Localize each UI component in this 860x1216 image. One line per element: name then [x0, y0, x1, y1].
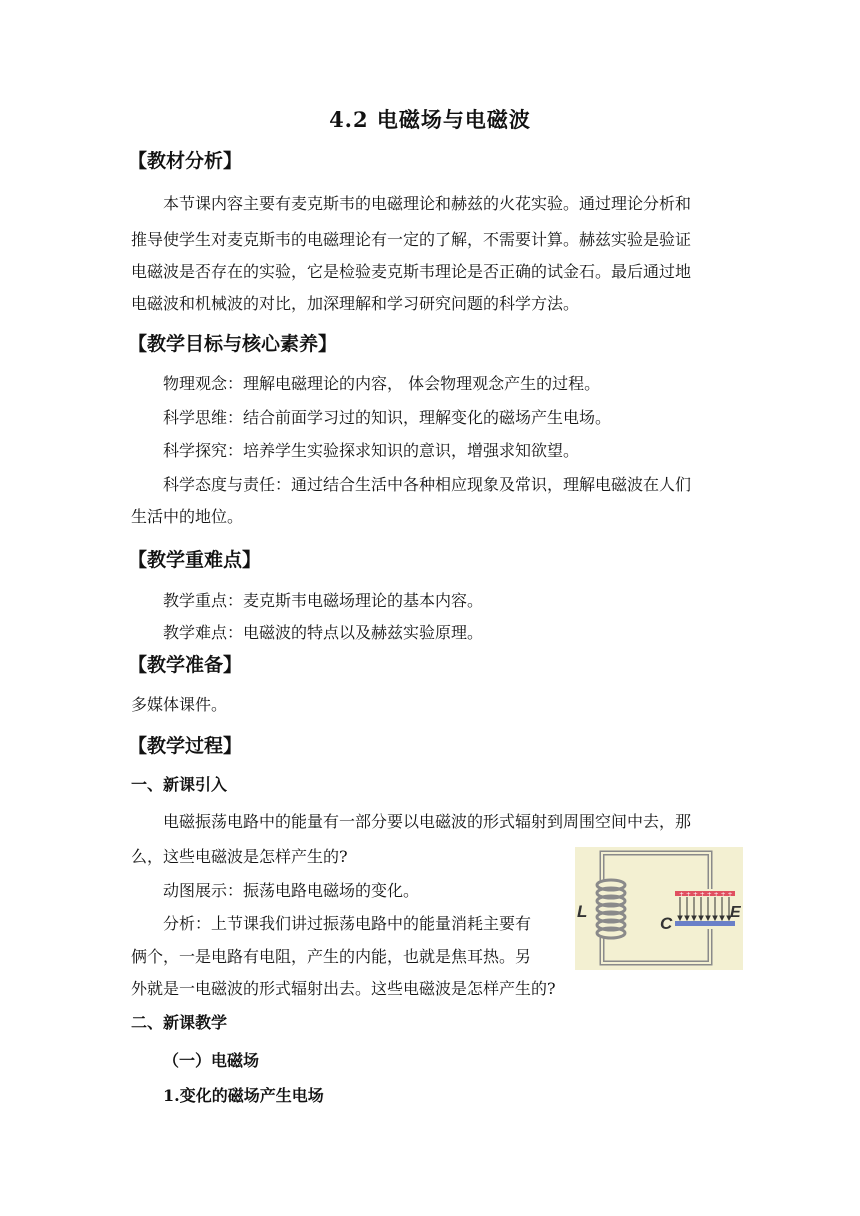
- label-L: L: [577, 902, 588, 921]
- goal-scientific-thinking: 科学思维：结合前面学习过的知识，理解变化的磁场产生电场。: [163, 408, 612, 427]
- goal-physics-concept: 物理观念：理解电磁理论的内容， 体会物理观念产生的过程。: [163, 374, 601, 393]
- heading-preparation: 【教学准备】: [128, 654, 243, 676]
- preparation-text: 多媒体课件。: [131, 695, 228, 714]
- part1-line-3: 动图展示：振荡电路电磁场的变化。: [163, 881, 420, 900]
- negative-plate: [675, 921, 735, 926]
- heading-key-points: 【教学重难点】: [128, 549, 262, 571]
- heading-analysis: 【教材分析】: [128, 150, 243, 172]
- heading-process: 【教学过程】: [128, 735, 243, 757]
- key-point-difficulty: 教学难点：电磁波的特点以及赫兹实验原理。: [163, 623, 484, 642]
- heading-subsection-1-1: 1.变化的磁场产生电场: [163, 1086, 324, 1105]
- heading-part-1: 一、新课引入: [131, 775, 228, 794]
- part1-line-1: 电磁振荡电路中的能量有一部分要以电磁波的形式辐射到周围空间中去，那: [163, 812, 692, 831]
- label-E: E: [730, 904, 741, 921]
- heading-part-2: 二、新课教学: [131, 1013, 228, 1032]
- key-point-focus: 教学重点：麦克斯韦电磁场理论的基本内容。: [163, 591, 484, 610]
- part1-line-5: 俩个，一是电路有电阻，产生的内能，也就是焦耳热。另: [131, 947, 532, 966]
- analysis-line-2: 推导使学生对麦克斯韦的电磁理论有一定的了解，不需要计算。赫兹实验是验证: [131, 230, 692, 249]
- page-title: 4.2 电磁场与电磁波: [329, 107, 531, 132]
- goal-scientific-inquiry: 科学探究：培养学生实验探求知识的意识，增强求知欲望。: [163, 441, 580, 460]
- part1-line-2: 么，这些电磁波是怎样产生的?: [131, 847, 348, 866]
- positive-charges: [679, 891, 733, 898]
- analysis-line-3: 电磁波是否存在的实验，它是检验麦克斯韦理论是否正确的试金石。最后通过地: [131, 262, 692, 281]
- goal-attitude-line-2: 生活中的地位。: [131, 507, 244, 526]
- lc-circuit-diagram: [575, 847, 743, 970]
- electric-field-arrows: [678, 897, 731, 920]
- label-C: C: [660, 914, 673, 933]
- analysis-line-1: 本节课内容主要有麦克斯韦的电磁理论和赫兹的火花实验。通过理论分析和: [163, 194, 692, 213]
- svg-text:+ + + + + + + +: + + + + + + + +: [679, 891, 733, 898]
- part1-line-6: 外就是一电磁波的形式辐射出去。这些电磁波是怎样产生的?: [131, 979, 556, 998]
- part1-line-4: 分析：上节课我们讲过振荡电路中的能量消耗主要有: [163, 914, 532, 933]
- goal-attitude-line-1: 科学态度与责任：通过结合生活中各种相应现象及常识，理解电磁波在人们: [163, 475, 692, 494]
- heading-subsection-1: （一）电磁场: [163, 1051, 260, 1070]
- lc-circuit-figure: [575, 847, 743, 970]
- heading-goals: 【教学目标与核心素养】: [128, 333, 338, 355]
- analysis-line-4: 电磁波和机械波的对比，加深理解和学习研究问题的科学方法。: [131, 294, 580, 313]
